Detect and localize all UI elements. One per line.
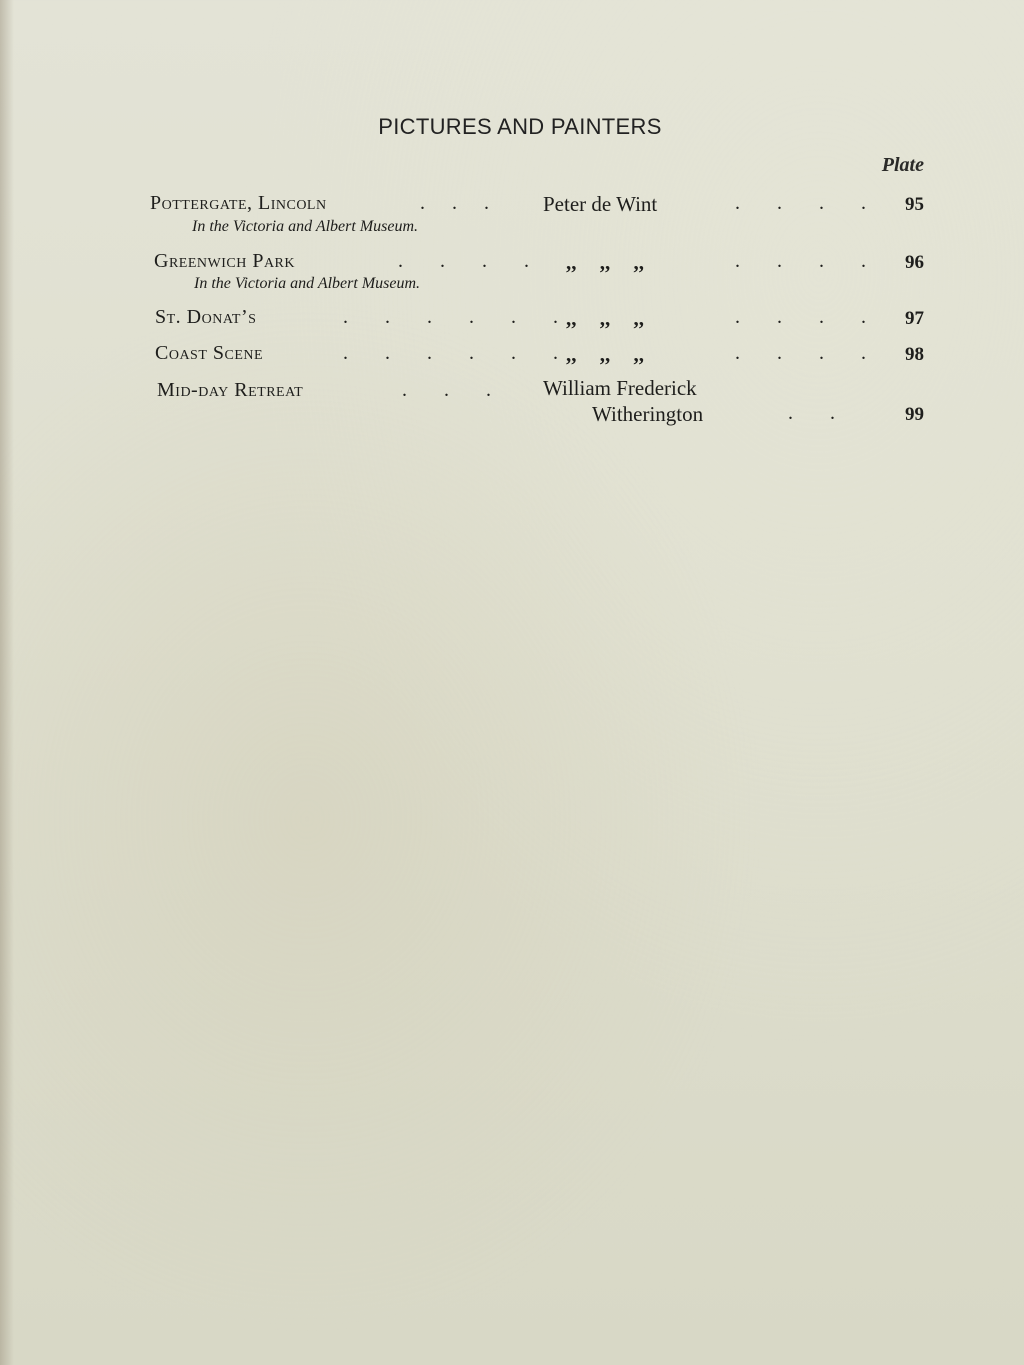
title-leader-dots: . . . . . . (343, 306, 558, 328)
painter-name: William Frederick (543, 376, 697, 400)
picture-title: Coast Scene (155, 342, 264, 364)
location-note: In the Victoria and Albert Museum. (194, 275, 421, 292)
painter-leader-dots: . . . . (735, 342, 866, 364)
picture-title: Pottergate, Lincoln (150, 192, 327, 214)
plate-number: 95 (905, 194, 924, 215)
painter-leader-dots: . . . . (735, 250, 866, 272)
title-leader-dots: . . . . (398, 250, 529, 272)
painter-ditto-marks: ,, ,, ,, (566, 306, 644, 330)
painter-leader-dots: . . (788, 402, 835, 424)
plate-column-heading: Plate (881, 154, 924, 176)
plate-number: 98 (905, 344, 924, 365)
painter-name-continued: Witherington (592, 402, 704, 426)
painter-ditto-marks: ,, ,, ,, (566, 250, 644, 274)
painter-name: Peter de Wint (543, 192, 658, 216)
plate-number: 97 (905, 308, 924, 329)
plate-number: 96 (905, 252, 924, 273)
title-leader-dots: . . . (420, 192, 489, 214)
plate-number: 99 (905, 404, 924, 425)
painter-leader-dots: . . . . (735, 192, 866, 214)
picture-title: Greenwich Park (154, 250, 296, 272)
picture-title: Mid-day Retreat (157, 379, 304, 401)
painter-ditto-marks: ,, ,, ,, (566, 342, 644, 366)
title-leader-dots: . . . (402, 379, 491, 401)
page-title: PICTURES AND PAINTERS (378, 114, 662, 139)
page-edge-shadow (0, 0, 14, 1365)
location-note: In the Victoria and Albert Museum. (192, 218, 419, 235)
title-leader-dots: . . . . . . (343, 342, 558, 364)
picture-title: St. Donat’s (155, 306, 257, 328)
painter-leader-dots: . . . . (735, 306, 866, 328)
